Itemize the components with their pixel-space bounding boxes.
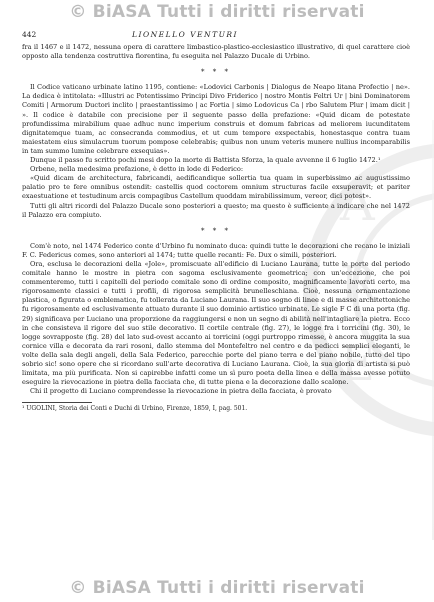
page-number: 442 xyxy=(22,30,37,39)
running-head xyxy=(22,30,410,41)
svg-text:E: E xyxy=(340,336,376,392)
paragraph: Dunque il passo fu scritto pochi mesi dopo la morte di Battista Sforza, la quale avvenne il 6 luglio 1472.¹ xyxy=(30,156,381,165)
body-text xyxy=(22,43,410,413)
paragraph: Com'è noto, nel 1474 Federico conte d'Urbino fu nominato duca: quindi tutte le decorazioni che recano le iniziali F. C. Federicus comes, sono anteriori al 1474; tutte quelle recanti: Fe. Dux o simili, posteriori. xyxy=(22,241,410,259)
paragraph: «Quid dicam de architectura, fabricandi, aedificandique sollertia tua quam in superbissimo ac augustissimo palatio pro te fere omnibus ostendit: castellis quod coctorem omnium structuras facile exsuperavit; et pariter exaestuatione et testudinum arcis compagibus Castellum quoddam mirabilissimum, vereor, dici potest». xyxy=(22,174,410,201)
paragraph: Il Codice vaticano urbinate latino 1195, contiene: «Lodovici Carbonis | Dialogus de Neapo litana Profectio | ne». La dedica è intitolata: «Illustri ac Potentissimo Principi Divo Friderico | nostro Montis Feltri Ur | bini Dominatorem Comiti | Armorum Ductori inclito | praestantissimo | ac Fortia | simo Lodovicus Ca | rbo Salutem Plur | imam dicit | ». Il codice è databile con precisione per il seguente passo della prefazione: «Quid dicam de potestate profundissima mirabilium quae adhuc nunc imperium construis et domum fabricas ad meliorem iucunditatem dignitatemque tuam, ac consecranda commodius, et ut cum tempore exspectabis, honestasque contra tuam maiestatem eius simulacrum tuorum pompose celebrabis; quibus non unum veteris munere nullius incomparabilis in tam summo lumine celebrare exsequias». xyxy=(22,83,410,155)
paragraph: Ora, esclusa le decorazioni della «Jole», promiscuate all'edificio di Luciano Laurana, tutte le porte del periodo comitale hanno le mostre in pietra con sagoma esclusivamente geometrica; con un'eccezione, che poi commenteremo, tutti i capitelli del periodo comitale sono di ordine composito, magnificamente lavorati certo, ma rigorosamente classici e tutti i profili, di rigorosa semplicità brunelleschiana. Cioè, nessuna ornamentazione plastica, o figurata o emblematica, fu tollerata da Luciano Laurana. Il suo sogno di linee e di masse architettoniche fu rigorosamente ed esclusivamente attuato durante il suo dominio artistico urbinate. Le sigle F C di una porta (fig. 29) significava per Luciano una proporzione da raggiungersi e non un segno di abilità nell'intagliare la pietra. Ecco in che consisteva il rigore del suo stile decorativo. Il cortile centrale (fig. 27), le logge fra i torricini (fig. 30), le logge sovrapposte (fig. 28) del lato sud-ovest accanto ai torricini (oggi purtroppo rimesse, è ancora muggita la sua cornice villa e decorata da rari rosoni, dallo stemma del Montefeltro nel centro e da pedicci semplici eleganti, le volte della sala degli angeli, della Sala Federico, parecchie porte del piano terra e del piano nobile, tutto del tipo sobrio sic! sono opere che si ricordano sull'arte decorativa di Luciano Laurana. Cioè, la sua gloria di artista si può limitata, ma più purificata. Non si capirebbe infatti come un sì puro poeta della linea e della massa avesse potuto eseguire la rievocazione in pietra della facciata che, di tutte piena e la decorazione dallo scalone. xyxy=(22,259,410,387)
paragraph: Tutti gli altri ricordi del Palazzo Ducale sono posteriori a questo; ma questo è sufficiente a indicare che nel 1472 il Palazzo era compiuto. xyxy=(22,201,410,219)
footnote: ¹ UGOLINI, Storia dei Conti e Duchi di Urbino, Firenze, 1859, I, pag. 501. xyxy=(22,405,248,413)
footnote-rule xyxy=(22,402,92,403)
paragraph: Chi il progetto di Luciano comprendesse la rievocazione in pietra della facciata, è provato xyxy=(30,387,332,396)
svg-text:R: R xyxy=(340,256,377,312)
watermark-bottom: © BiASA Tutti i diritti riservati xyxy=(69,578,365,598)
svg-text:A: A xyxy=(340,176,375,232)
section-break: * * * xyxy=(201,226,231,235)
running-title: LIONELLO VENTURI xyxy=(132,30,239,39)
paragraph: fra il 1467 e il 1472, nessuna opera di carattere limbastico-plastico-ecclesiastico illustrativo, di quel carattere cioè opposto alla tendenza costruttiva fiorentina, fu eseguita nel Palazzo Ducale di Urbino. xyxy=(22,43,410,61)
watermark-top: © BiASA Tutti i diritti riservati xyxy=(69,2,365,22)
section-break: * * * xyxy=(201,68,231,77)
paragraph: Orbene, nella medesima prefazione, è detto in lode di Federico: xyxy=(30,165,244,174)
document-page xyxy=(22,30,410,413)
